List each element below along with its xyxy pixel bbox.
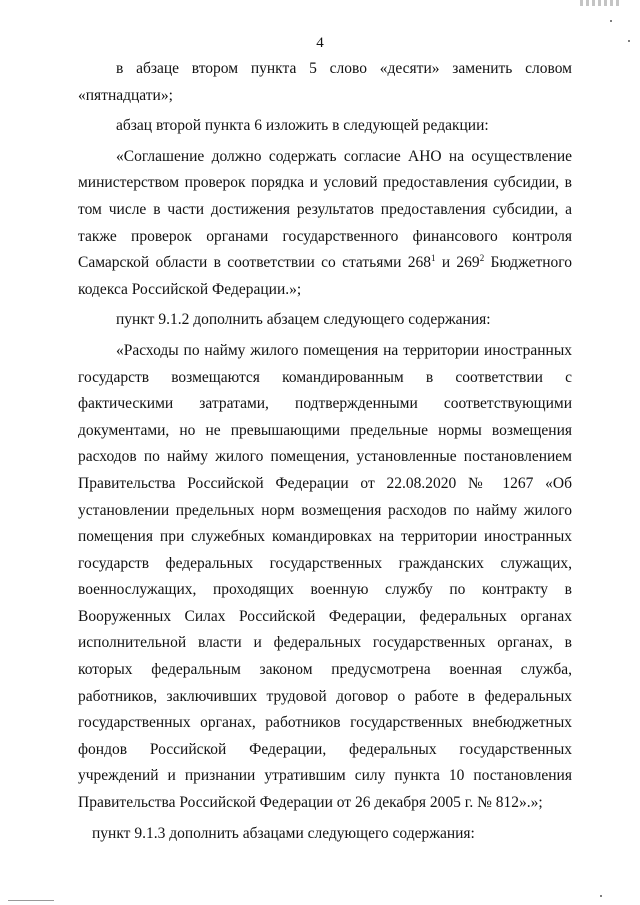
- document-body: [78, 56, 572, 847]
- article-superscript: 1: [431, 253, 436, 263]
- agreement-text-part: Бюджетного кодекса Российской Федерации.»;: [78, 254, 572, 298]
- page-number: 4: [316, 35, 324, 51]
- scan-artifact: [600, 895, 602, 897]
- agreement-text-part: и 269: [435, 254, 480, 272]
- scan-artifact: [610, 20, 612, 22]
- paragraph-amend-point-9-1-3: пункт 9.1.3 дополнить абзацами следующего содержания:: [92, 824, 475, 842]
- agreement-text-part: «Соглашение должно содержать согласие АНО на осуществление министерством проверок порядка и условий предоставления субсидии, в том числе в части достижения результатов предоставления субсидии, а также проверок органами государственного финансового контроля Самарской области в соответствии со статьями 268: [78, 147, 572, 272]
- paragraph-agreement-text: [78, 144, 572, 304]
- paragraph-amend-point-5: в абзаце втором пункта 5 слово «десяти» заменить словом «пятнадцати»;: [78, 60, 572, 104]
- scan-artifact: [580, 0, 620, 6]
- scan-artifact: [8, 900, 54, 901]
- article-superscript: 2: [479, 253, 485, 263]
- paragraph-housing-expenses: «Расходы по найму жилого помещения на территории иностранных государств возмещаются командированным в соответствии с фактическими затратами, подтвержденными соответствующими документами, но не превышающими предельные нормы возмещения расходов по найму жилого помещения, установленные постановлением Правительства Российской Федерации от 22.08.2020 № 1267 «Об установлении предельных норм возмещения расходов по найму жилого помещения при служебных командировках на территории иностранных государств федеральных государственных гражданских служащих, военнослужащих, проходящих военную службу по контракту в Вооруженных Силах Российской Федерации, федеральных органах исполнительной власти и федеральных государственных органах, в которых федеральным законом предусмотрена военная служба, работников, заключивших трудовой договор о работе в федеральных государственных органах, работников государственных внебюджетных фондов Российской Федерации, федеральных государственных учреждений и признании утратившим силу пункта 10 постановления Правительства Российской Федерации от 26 декабря 2005 г. № 812».»;: [78, 341, 572, 812]
- paragraph-amend-point-6: абзац второй пункта 6 изложить в следующей редакции:: [116, 117, 489, 135]
- paragraph-amend-point-9-1-2: пункт 9.1.2 дополнить абзацем следующего содержания:: [116, 311, 491, 329]
